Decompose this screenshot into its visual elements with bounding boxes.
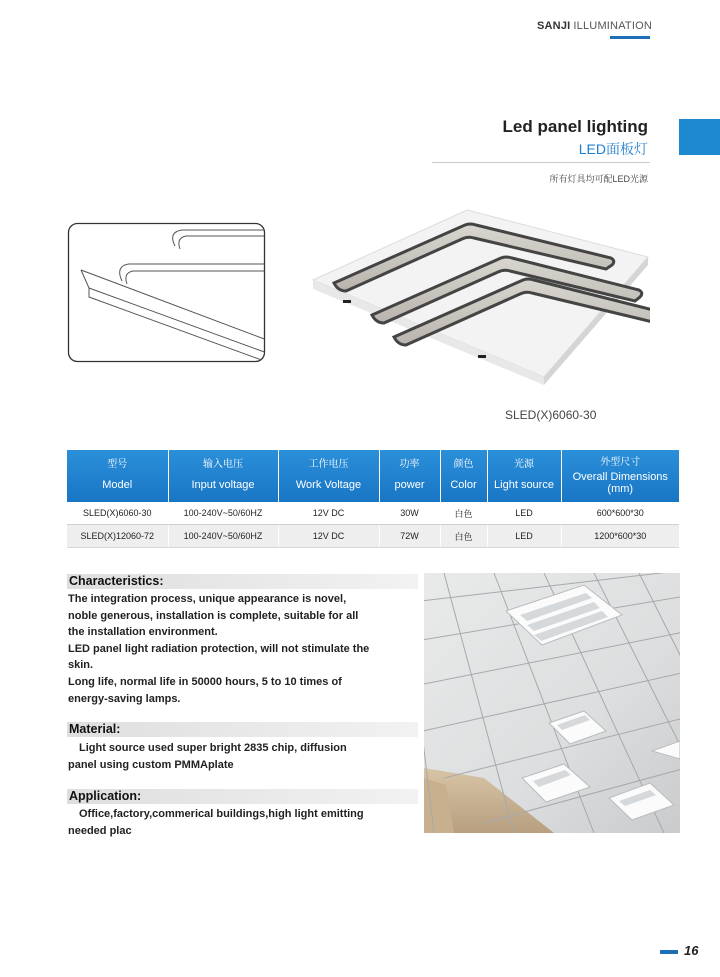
page-title: Led panel lighting [502,117,648,136]
title-divider [432,162,650,163]
cell-color: 白色 [440,502,487,525]
application-heading: Application: [67,789,418,804]
panel-detail-drawing [67,222,266,363]
page-title-chinese: LED面板灯 [578,141,648,157]
header-color: 颜色 Color [440,450,487,502]
application-text [68,806,413,839]
cell-work-voltage: 12V DC [278,502,379,525]
cell-dimensions: 600*600*30 [561,502,679,525]
text-line: Long life, normal life in 50000 hours, 5 to 10 times of [68,675,342,688]
text-line: panel using custom PMMAplate [68,758,234,771]
cell-power: 30W [379,502,440,525]
text-line: Office,factory,commerical buildings,high light emitting [79,808,364,820]
cell-model: SLED(X)6060-30 [67,502,168,525]
model-caption: SLED(X)6060-30 [505,408,597,422]
material-text [68,740,413,773]
text-line: needed plac [68,824,132,837]
header-power: 功率 power [379,450,440,502]
cell-dimensions: 1200*600*30 [561,525,679,548]
table-header-row [67,450,679,502]
material-heading: Material: [67,722,418,737]
cell-light-source: LED [487,502,561,525]
table-row [67,525,679,548]
text-line: skin. [68,659,94,672]
text-line: LED panel light radiation protection, will not stimulate the [68,642,370,655]
text-line: energy-saving lamps. [68,692,181,705]
table-row [67,502,679,525]
cell-model: SLED(X)12060-72 [67,525,168,548]
text-line: The integration process, unique appearance is novel, [68,593,347,605]
characteristics-text [68,591,413,707]
text-line: noble generous, installation is complete, suitable for all [68,609,359,622]
brand-underline [610,36,650,39]
header-light-source: 光源 Light source [487,450,561,502]
header-dimensions: 外型尺寸 Overall Dimensions (mm) [561,450,679,502]
spec-table [67,450,679,548]
cell-color: 白色 [440,525,487,548]
characteristics-heading: Characteristics: [67,574,418,589]
text-line: the installation environment. [68,626,218,639]
header-model: 型号 Model [67,450,168,502]
brand-name: SANJI ILLUMINATION [537,20,653,32]
product-image [310,205,650,385]
cell-input-voltage: 100-240V~50/60HZ [168,525,278,548]
page-number-marker [660,950,678,954]
cell-light-source: LED [487,525,561,548]
ceiling-installation-photo [424,573,680,833]
text-line: Light source used super bright 2835 chip, diffusion [79,742,347,754]
header-work-voltage: 工作电压 Work Voltage [278,450,379,502]
cell-input-voltage: 100-240V~50/60HZ [168,502,278,525]
cell-power: 72W [379,525,440,548]
page-number: 16 [684,943,699,958]
page-subtitle: 所有灯具均可配LED光源 [549,174,648,184]
header-input-voltage: 输入电压 Input voltage [168,450,278,502]
cell-work-voltage: 12V DC [278,525,379,548]
section-tab-marker [679,119,720,155]
